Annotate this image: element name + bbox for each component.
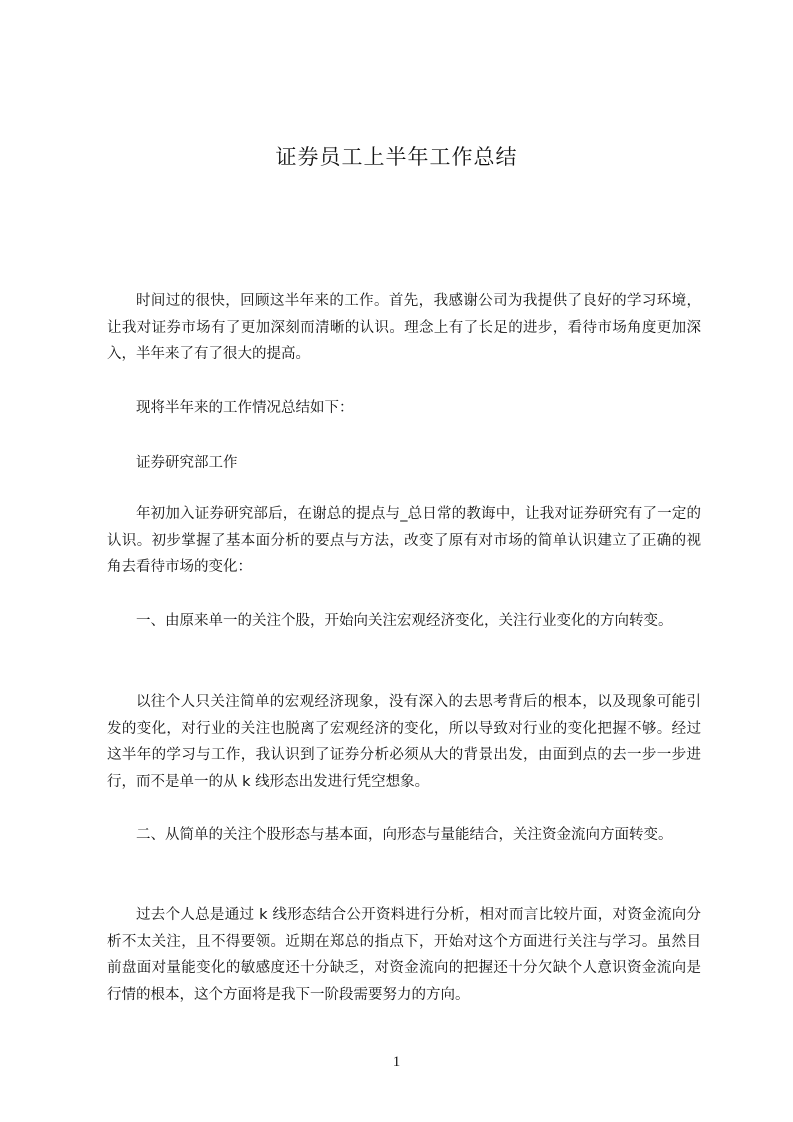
- paragraph-point-two: 过去个人总是通过 k 线形态结合公开资料进行分析，相对而言比较片面，对资金流向分析不太关注，且不得要领。近期在郑总的指点下，开始对这个方面进行关注与学习。虽然目前盘面对量能变化的敏感度还十分缺乏，对资金流向的把握还十分欠缺个人意识资金流向是行情的根本，这个方面将是我下一阶段需要努力的方向。: [107, 907, 701, 1003]
- document-title: 证券员工上半年工作总结: [275, 145, 518, 169]
- paragraph-summary-lead: 现将半年来的工作情况总结如下：: [136, 400, 354, 416]
- point-two-heading: 二、从简单的关注个股形态与基本面，向形态与量能结合，关注资金流向方面转变。: [136, 827, 673, 843]
- paragraph-intro: 时间过的很快，回顾这半年来的工作。首先，我感谢公司为我提供了良好的学习环境，让我对证券市场有了更加深刻而清晰的认识。理念上有了长足的进步，看待市场角度更加深入，半年来了有了很大的提高。: [107, 293, 701, 362]
- paragraph-research-dept: 年初加入证券研究部后，在谢总的提点与_总日常的教诲中，让我对证券研究有了一定的认识。初步掌握了基本面分析的要点与方法，改变了原有对市场的简单认识建立了正确的视角去看待市场的变化：: [107, 506, 701, 575]
- page-number: 1: [392, 1054, 401, 1070]
- paragraph-point-one: 以往个人只关注简单的宏观经济现象，没有深入的去思考背后的根本，以及现象可能引发的变化，对行业的关注也脱离了宏观经济的变化，所以导致对行业的变化把握不够。经过这半年的学习与工作，我认识到了证券分析必须从大的背景出发，由面到点的去一步一步进行，而不是单一的从 k 线形态出发进行凭空想象。: [107, 694, 701, 790]
- point-one-heading: 一、由原来单一的关注个股，开始向关注宏观经济变化，关注行业变化的方向转变。: [136, 613, 673, 629]
- section-heading-research-dept: 证券研究部工作: [136, 455, 238, 471]
